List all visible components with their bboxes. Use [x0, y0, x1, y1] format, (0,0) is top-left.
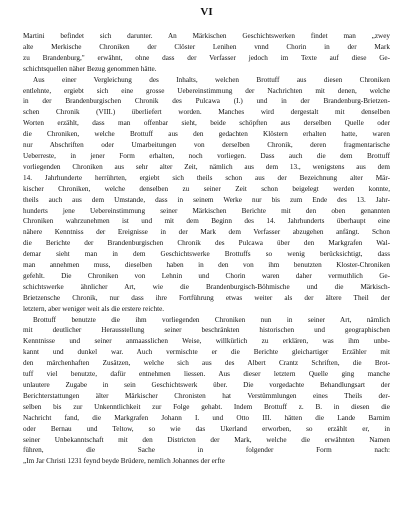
- text-line: Kenntnisse und seiner anmaasslichen Weise, willkürlich zu erklären, was ihm unbe-: [23, 337, 390, 346]
- text-line: alte Merkische Chroniken der Clöster Lenihen vnnd Chorin in der Mark: [23, 42, 390, 51]
- text-line: in der Brandenburgischen Chronik des Pulcawa (I.) und in der Brandenburg-Brietzen-: [23, 97, 390, 106]
- text-line: die Chroniken, welche Brottuff aus den gedachten Klöstern erhalten hatte, waren: [23, 130, 390, 139]
- text-line: schichtsquellen näher Bezug genommen hätte.: [23, 64, 157, 73]
- text-line: nähere Kenntniss der Ereignisse in der Mark dem Verfasser abzugehen anfängt. Schon: [23, 228, 390, 237]
- text-line: vorliegenden Chroniken aus sehr alter Zeit, nämlich aus dem 13., wenigstens aus dem: [23, 162, 390, 171]
- text-line: nur Abschriften oder Umarbeitungen von derselben Chronik, deren fragmentarische: [23, 141, 390, 150]
- text-line: hunderts jene Uebereinstimmung seiner Märkischen Berichte mit den oben genannten: [23, 206, 390, 215]
- text-line: oder Bernau und Teltow, so wie das Ukerland erworben, so erzählt er, in: [23, 424, 390, 433]
- text-line: „Im Jar Christi 1231 feynd beyde Brüdere, nemlich Johannes der erfte: [23, 457, 225, 466]
- text-line: seiner Unbekanntschaft mit den Districten der Mark, welche die erwähnten Namen: [23, 435, 390, 444]
- text-line: Brottuff benutzte die ihm vorliegenden Chroniken nun in seiner Art, nämlich: [33, 315, 390, 324]
- paragraph: [23, 31, 390, 75]
- text-line: unlautere Zugabe in sein Geschichtswerk über. Die vorgedachte Behandlungsart der: [23, 381, 390, 389]
- text-line: schen Chronik (VIII.) überliefert worden. Manches wird dergestalt mit denselben: [23, 108, 390, 117]
- text-line: mit deutlicher Herausstellung seiner beschränkten historischen und geographischen: [23, 326, 390, 335]
- text-line: kischer Chroniken, welche denselben zu seiner Zeit schon beigelegt werden konnte,: [23, 184, 390, 193]
- text-line: 14. Jahrhunderte herrührten, ergiebt sich theils schon aus der Bezeichnung alter Mär-: [23, 173, 390, 182]
- text-line: führen, die Sache in folgender Form nach:: [23, 446, 390, 455]
- text-line: demar sieht man in dem Geschichtswerke Brottuffs so wenig berücksichtigt, dass: [23, 250, 390, 259]
- text-line: Ueberreste, in jener Form erhalten, noch vorliegen. Dass auch die dem Brottuff: [23, 151, 390, 160]
- text-line: Aus einer Vergleichung des Inhalts, welchen Brottuff aus diesen Chroniken: [33, 75, 390, 84]
- text-line: die Berichte der Brandenburgischen Chronik des Pulcawa über den Markgrafen Wal-: [23, 239, 390, 248]
- paragraph: [23, 75, 390, 315]
- text-line: kannt und dunkel war. Auch vermischte er die Berichte gleichartiger Erzähler mit: [23, 348, 390, 357]
- page-number: VI: [200, 6, 213, 18]
- text-line: tuff viel benutzte, dafür entnehmen liessen. Aus dieser letztern Quelle ging manche: [23, 370, 390, 379]
- text-line: Brietzensche Chronik, nur dass ihre Fortführung etwas weiter als der ältere Theil der: [23, 293, 390, 302]
- text-line: Berichterstattungen älter Märkischer Chronisten hat Verstümmlungen eines Theils der-: [23, 391, 390, 400]
- text-line: man annehmen muss, dieselben haben in den von ihm benutzten Kloster-Chroniken: [23, 261, 390, 270]
- paragraph: [23, 315, 390, 468]
- text-line: Nachricht fand, die Markgrafen Johann I. und Otto III. hätten die Lande Barnim: [23, 413, 390, 422]
- text-line: den märchenhaften Zusätzen, welche sich aus des Albert Crantz Schriften, die Brot-: [23, 359, 390, 368]
- text-line: Chroniken wahrzunehmen ist und mit dem Beginn des 14. Jahrhunderts überhaupt eine: [23, 217, 390, 226]
- text-line: zu Brandenburg," erwähnt, ohne dass der Verfasser jedoch im Texte auf diese Ge-: [23, 53, 390, 62]
- text-line: Worten erzählt, dass man offenbar sieht, beide schöpften aus derselben Quelle oder: [23, 119, 390, 128]
- body-text: [23, 31, 390, 467]
- text-line: Martini befindet sich darunter. An Märkischen Geschichtswerken findet man „zwey: [23, 32, 390, 40]
- text-line: schichtswerke ähnlicher Art, wie die Brandenburgisch-Böhmische und die Märkisch-: [23, 282, 390, 291]
- text-line: letztern, aber weniger weit als die erstere reichte.: [23, 304, 165, 313]
- text-line: gefehlt. Die Chroniken von Lehnin und Chorin waren daher vermuthlich Ge-: [23, 271, 390, 280]
- text-line: selben bis zur Unkenntlichkeit zur Folge gehabt. Indem Brottuff z. B. in diesen die: [23, 402, 390, 411]
- text-line: entlehnte, ergiebt sich eine grosse Uebereinstimmung der Nachrichten mit denen, welche: [23, 86, 390, 95]
- text-line: theils auch aus dem Umstande, dass in seinem Werke nur bis zum Ende des 13. Jahr-: [23, 195, 390, 204]
